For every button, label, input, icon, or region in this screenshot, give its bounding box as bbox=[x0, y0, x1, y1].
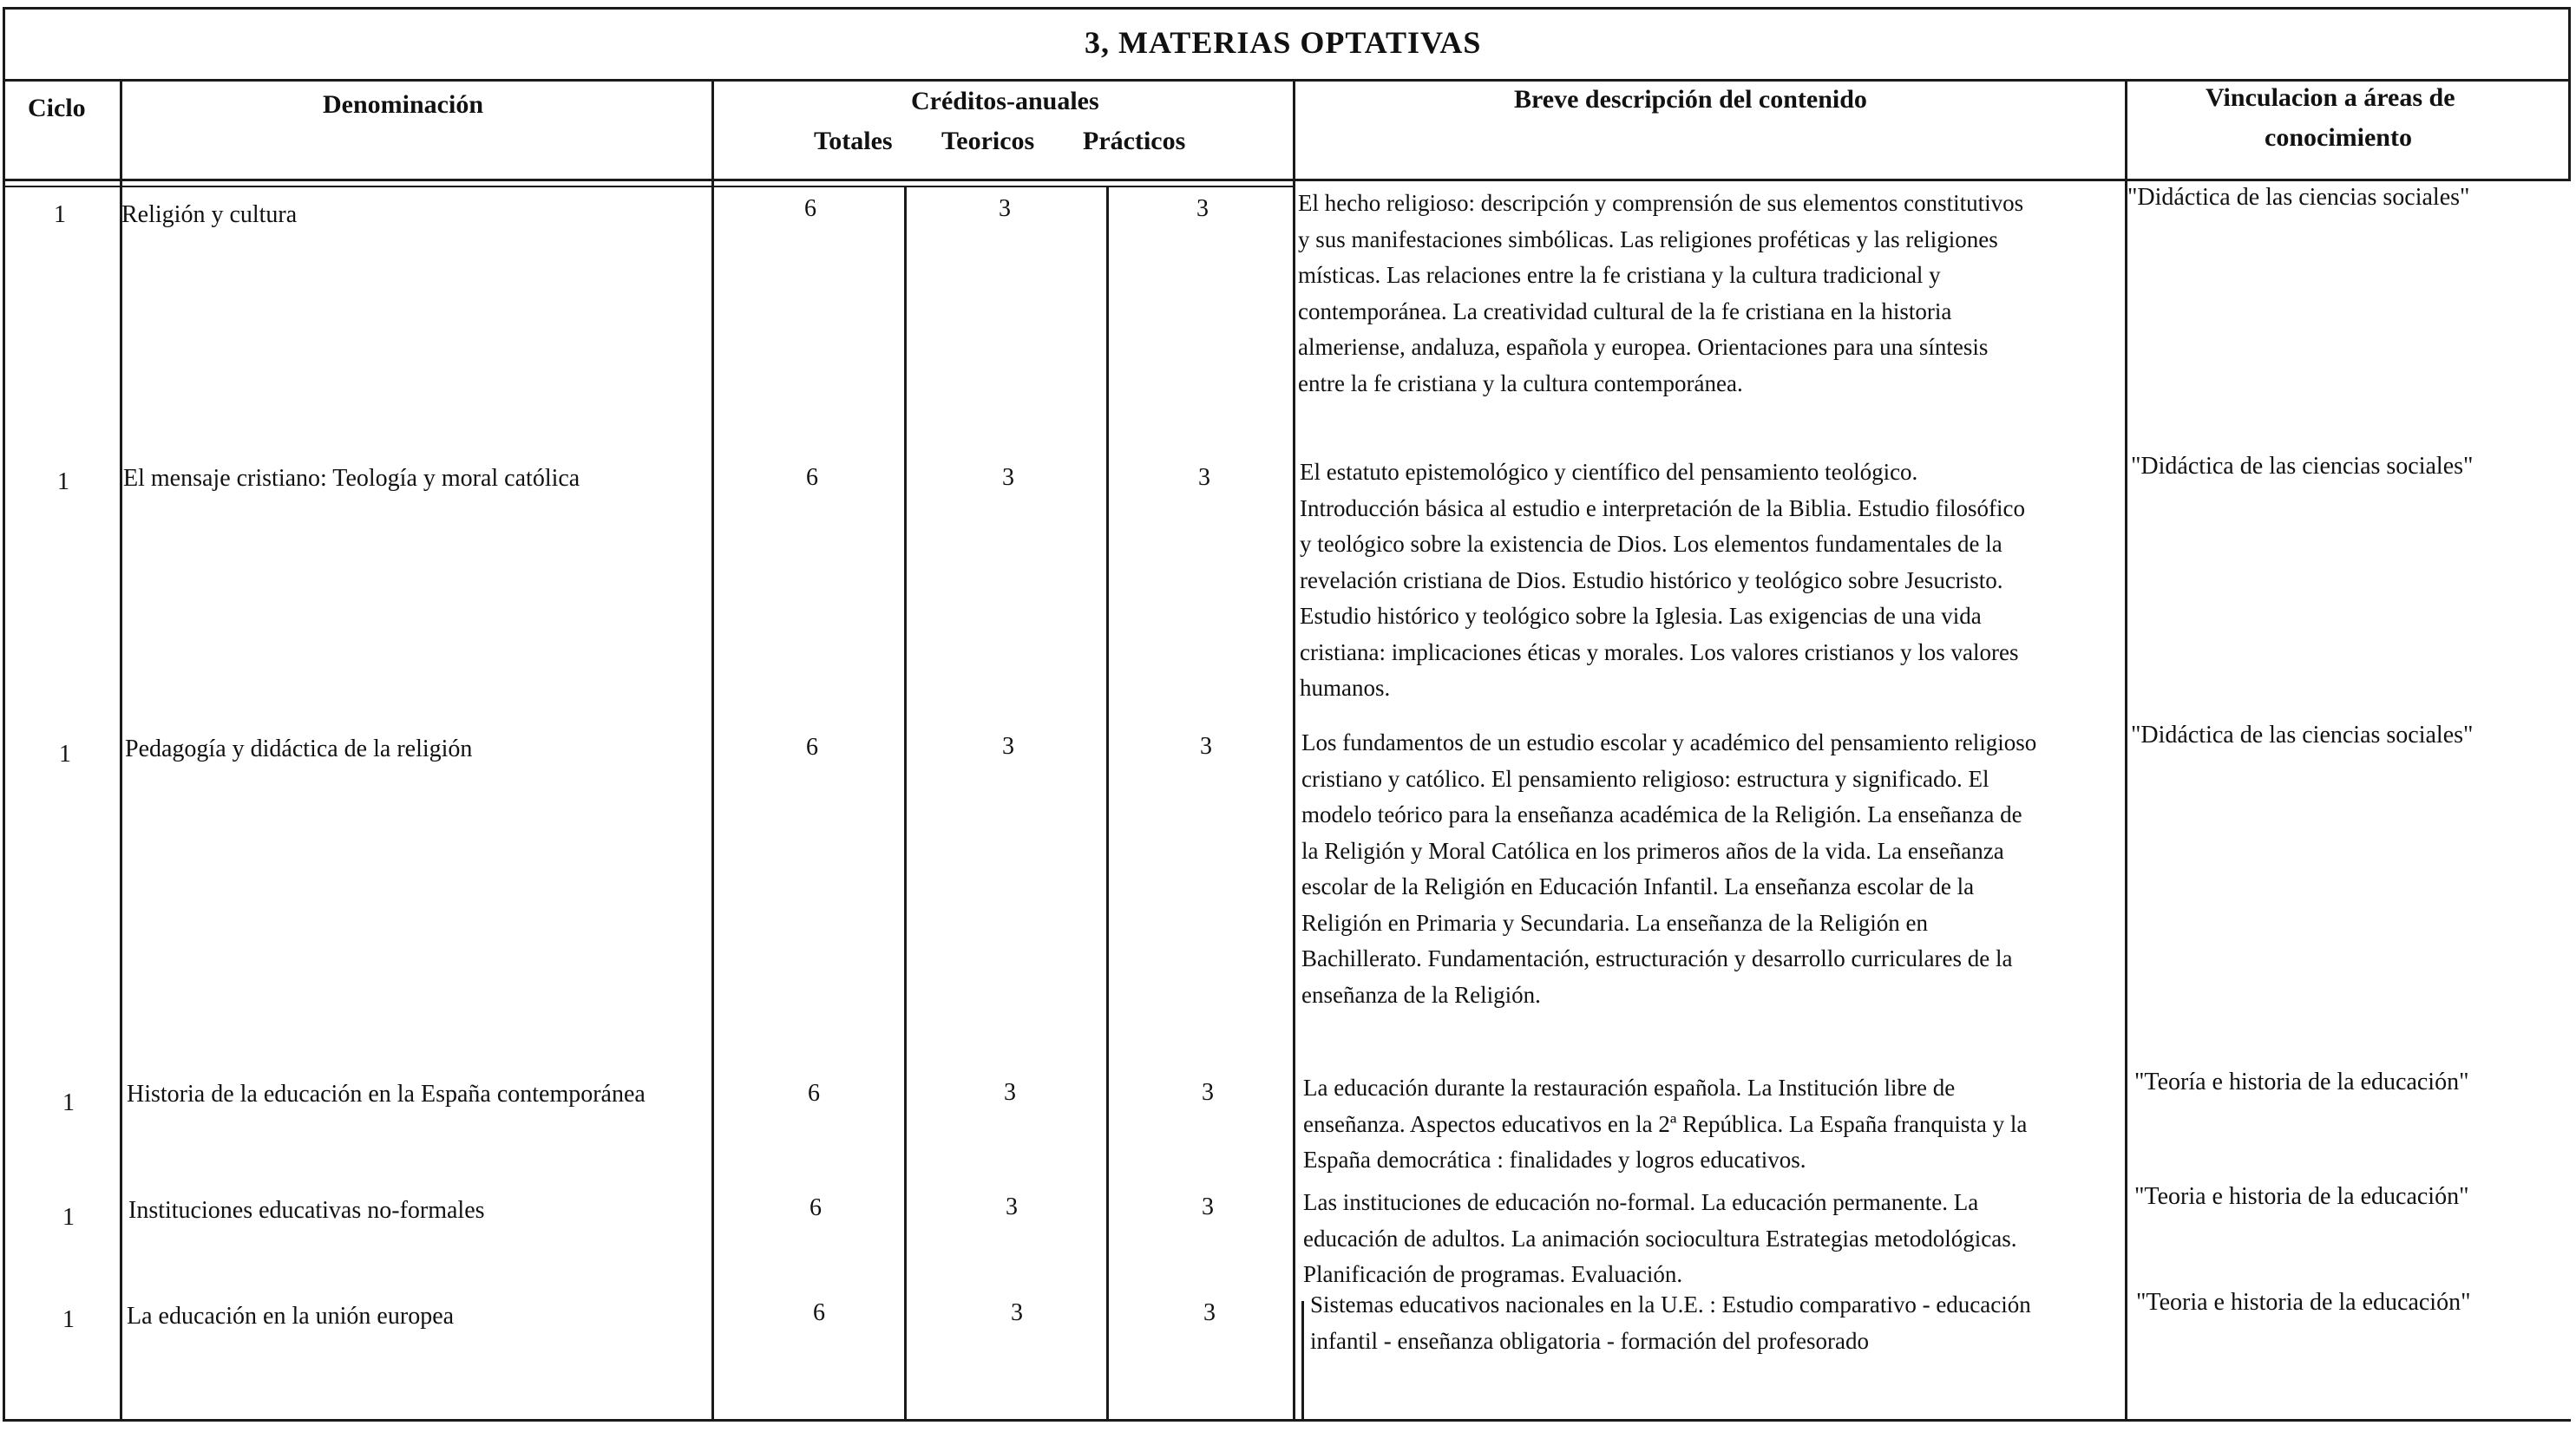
row-teoricos: 3 bbox=[999, 195, 1011, 222]
desc-line: España democrática : finalidades y logros educativos. bbox=[1303, 1147, 1806, 1173]
col-divider-denominacion bbox=[711, 79, 714, 1419]
desc-line: místicas. Las relaciones entre la fe cristiana y la cultura tradicional y bbox=[1298, 262, 1941, 288]
row-totales: 6 bbox=[806, 734, 818, 761]
row-denominacion: Religión y cultura bbox=[121, 201, 298, 228]
row-denominacion: Historia de la educación en la España contemporánea bbox=[127, 1081, 646, 1108]
row-practicos: 3 bbox=[1196, 195, 1209, 222]
desc-line: revelación cristiana de Dios. Estudio histórico y teológico sobre Jesucristo. bbox=[1300, 566, 2003, 593]
row-teoricos: 3 bbox=[1006, 1193, 1018, 1220]
row-vinculacion: "Teoría e historia de la educación" bbox=[2134, 1069, 2469, 1095]
row-ciclo: 1 bbox=[57, 468, 69, 495]
row-totales: 6 bbox=[806, 464, 818, 491]
row-ciclo: 1 bbox=[62, 1204, 75, 1231]
row-teoricos: 3 bbox=[1011, 1299, 1023, 1326]
row-ciclo: 1 bbox=[62, 1306, 75, 1333]
header-descripcion: Breve descripción del contenido bbox=[1514, 85, 1867, 114]
desc-line: Introducción básica al estudio e interpretación de la Biblia. Estudio filosófico bbox=[1300, 494, 2025, 521]
desc-line: humanos. bbox=[1300, 675, 1391, 701]
row-practicos: 3 bbox=[1200, 733, 1212, 760]
header-ciclo: Ciclo bbox=[28, 94, 86, 122]
row-descripcion bbox=[1300, 454, 2115, 707]
row-vinculacion: "Teoria e historia de la educación" bbox=[2136, 1289, 2471, 1316]
row-ciclo: 1 bbox=[54, 201, 66, 228]
frame-right bbox=[2568, 7, 2571, 180]
desc-line: Estudio histórico y teológico sobre la Iglesia. Las exigencias de una vida bbox=[1300, 603, 1982, 629]
header-vinculacion-2: conocimiento bbox=[2265, 123, 2412, 152]
row-vinculacion: "Didáctica de las ciencias sociales" bbox=[2131, 722, 2474, 749]
row-practicos: 3 bbox=[1202, 1079, 1214, 1106]
desc-line: cristiano y católico. El pensamiento religioso: estructura y significado. El bbox=[1301, 765, 1989, 792]
desc-line: entre la fe cristiana y la cultura contemporánea. bbox=[1298, 369, 1743, 396]
desc-line: y teológico sobre la existencia de Dios. Los elementos fundamentales de la bbox=[1300, 531, 2002, 557]
desc-line: modelo teórico para la enseñanza académica de la Religión. La enseñanza de bbox=[1301, 801, 2022, 827]
row-teoricos: 3 bbox=[1002, 464, 1014, 491]
header-vinculacion-1: Vinculacion a áreas de bbox=[2206, 83, 2455, 112]
row-teoricos: 3 bbox=[1002, 733, 1014, 760]
desc-line: educación de adultos. La animación sociocultura Estrategias metodológicas. bbox=[1303, 1225, 2017, 1252]
row-denominacion: Instituciones educativas no-formales bbox=[128, 1197, 485, 1224]
header-separator bbox=[3, 179, 2571, 181]
row-descripcion bbox=[1298, 186, 2114, 402]
desc-line: Bachillerato. Fundamentación, estructuración y desarrollo curriculares de la bbox=[1301, 945, 2013, 971]
header-teoricos: Teoricos bbox=[941, 127, 1035, 155]
row-ciclo: 1 bbox=[59, 741, 71, 768]
row-denominacion: La educación en la unión europea bbox=[127, 1303, 455, 1330]
header-denominacion: Denominación bbox=[323, 90, 484, 119]
col-divider-teoricos bbox=[1106, 186, 1109, 1419]
row-totales: 6 bbox=[813, 1299, 825, 1326]
desc-line: contemporánea. La creatividad cultural de la fe cristiana en la historia bbox=[1298, 298, 1952, 324]
desc-line: Planificación de programas. Evaluación. bbox=[1303, 1261, 1683, 1287]
row-teoricos: 3 bbox=[1004, 1079, 1016, 1106]
col-divider-ciclo bbox=[120, 79, 122, 1419]
row-totales: 6 bbox=[810, 1194, 822, 1221]
header-practicos: Prácticos bbox=[1083, 127, 1186, 155]
col-divider-descripcion bbox=[2125, 79, 2127, 1419]
desc-line: enseñanza. Aspectos educativos en la 2ª República. La España franquista y la bbox=[1303, 1110, 2028, 1137]
page-title: 3, MATERIAS OPTATIVAS bbox=[1085, 25, 1482, 60]
row-denominacion: El mensaje cristiano: Teología y moral católica bbox=[123, 465, 580, 492]
desc-line: La educación durante la restauración española. La Institución libre de bbox=[1303, 1075, 1956, 1101]
row-totales: 6 bbox=[804, 195, 816, 222]
header-totales: Totales bbox=[814, 127, 893, 155]
row-vinculacion: "Didáctica de las ciencias sociales" bbox=[2131, 453, 2474, 480]
desc-line: enseñanza de la Religión. bbox=[1301, 981, 1541, 1008]
title-separator bbox=[3, 79, 2571, 82]
col-divider-creditos bbox=[1293, 79, 1295, 1419]
frame-bottom bbox=[3, 1419, 2571, 1422]
row-totales: 6 bbox=[808, 1080, 820, 1107]
desc-line: Religión en Primaria y Secundaria. La enseñanza de la Religión en bbox=[1301, 909, 1928, 936]
desc-line: Sistemas educativos nacionales en la U.E. : Estudio comparativo - educación bbox=[1310, 1291, 2031, 1318]
frame-top bbox=[3, 7, 2571, 10]
desc-line: y sus manifestaciones simbólicas. Las religiones proféticas y las religiones bbox=[1298, 226, 1998, 252]
col-divider-totales bbox=[904, 186, 907, 1419]
header-creditos: Créditos-anuales bbox=[911, 87, 1099, 115]
row-descripcion bbox=[1303, 1185, 2119, 1293]
desc-line: almeriense, andaluza, española y europea. Orientaciones para una síntesis bbox=[1298, 334, 1989, 360]
row-denominacion: Pedagogía y didáctica de la religión bbox=[125, 736, 473, 762]
desc-line: El hecho religioso: descripción y comprensión de sus elementos constitutivos bbox=[1298, 190, 2024, 216]
row-vinculacion: "Teoria e historia de la educación" bbox=[2134, 1183, 2469, 1210]
desc-line: Los fundamentos de un estudio escolar y académico del pensamiento religioso bbox=[1301, 729, 2037, 755]
desc-line: cristiana: implicaciones éticas y morales. Los valores cristianos y los valores bbox=[1300, 638, 2019, 665]
header-separator-2 bbox=[3, 186, 1295, 187]
row-descripcion bbox=[1310, 1287, 2126, 1359]
desc-line: El estatuto epistemológico y científico del pensamiento teológico. bbox=[1300, 459, 1918, 485]
desc-line: la Religión y Moral Católica en los primeros años de la vida. La enseñanza bbox=[1301, 837, 2004, 864]
row-practicos: 3 bbox=[1202, 1193, 1214, 1220]
frame-left bbox=[3, 7, 5, 1421]
row6-separator bbox=[1301, 1301, 1304, 1419]
desc-line: Las instituciones de educación no-formal. La educación permanente. La bbox=[1303, 1189, 1979, 1215]
desc-line: escolar de la Religión en Educación Infantil. La enseñanza escolar de la bbox=[1301, 873, 1975, 899]
row-descripcion bbox=[1303, 1070, 2119, 1179]
row-vinculacion: "Didáctica de las ciencias sociales" bbox=[2127, 184, 2470, 211]
row-practicos: 3 bbox=[1203, 1299, 1216, 1326]
desc-line: infantil - enseñanza obligatoria - formación del profesorado bbox=[1310, 1327, 1869, 1354]
row-ciclo: 1 bbox=[62, 1089, 75, 1116]
row-descripcion bbox=[1301, 725, 2117, 1013]
row-practicos: 3 bbox=[1198, 464, 1210, 491]
